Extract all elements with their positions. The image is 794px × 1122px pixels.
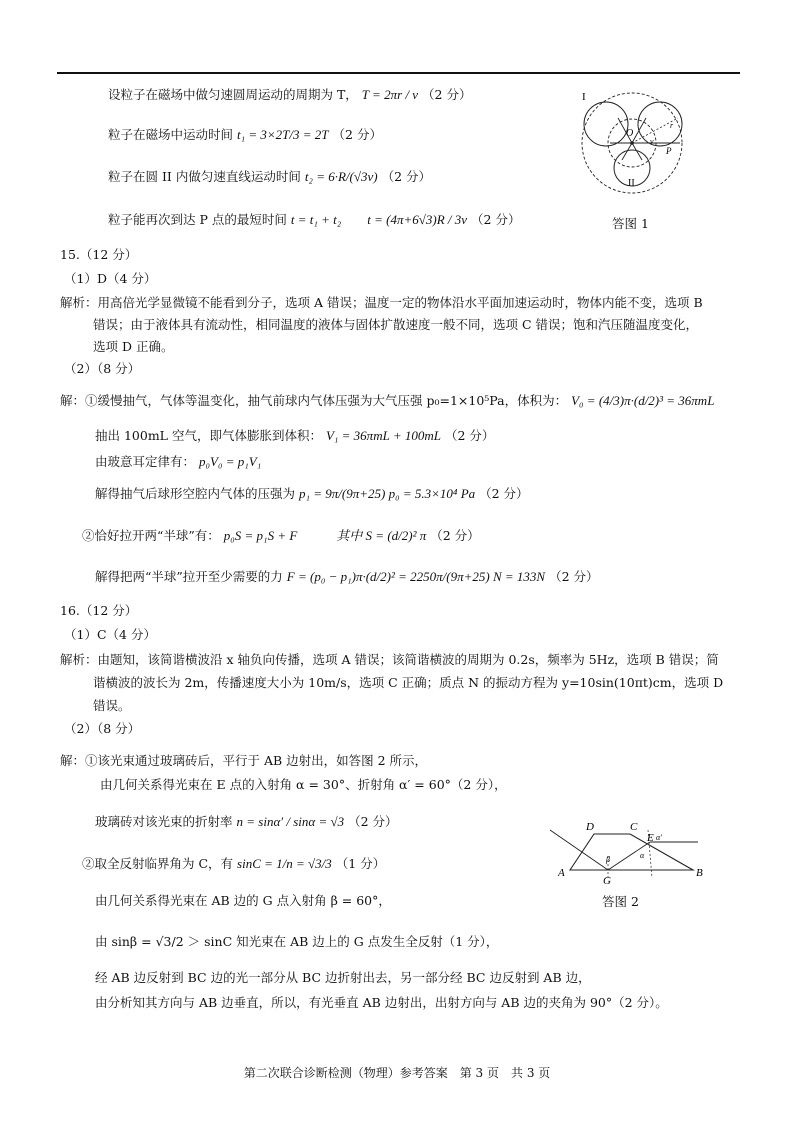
label-II: II xyxy=(628,178,635,189)
text-line: 选项 D 正确。 xyxy=(93,339,174,354)
text-line: 谐横波的波长为 2m，传播速度大小为 10m/s，选项 C 正确；质点 N 的振动方程为 y=10sin(10πt)cm，选项 D xyxy=(93,675,724,690)
text-line: （1）C（4 分） xyxy=(64,627,156,642)
text-line: 由几何关系得光束在 E 点的入射角 α = 30°、折射角 α′ = 60°（2 分）， xyxy=(100,777,507,792)
text-line: 解析：用高倍光学显微镜不能看到分子，选项 A 错误；温度一定的物体沿水平面加速运动时，物体内能不变，选项 B xyxy=(60,295,703,310)
path-line xyxy=(632,143,642,160)
label-alpha: α xyxy=(640,851,645,860)
text-line: ②恰好拉开两“半球”有： p₀S = p₁S + F 其中 S = (d/2)² π （2 分） xyxy=(82,528,480,543)
label-C: C xyxy=(630,821,638,833)
figure-2-caption: 答图 2 xyxy=(602,894,639,909)
text-line: 经 AB 边反射到 BC 边的光一部分从 BC 边折射出去，另一部分经 BC 边反射到 AB 边， xyxy=(95,970,591,985)
text-line: 由几何关系得光束在 AB 边的 G 点入射角 β = 60°， xyxy=(95,893,391,908)
label-O: O xyxy=(626,128,634,139)
text-line: 解得抽气后球形空腔内气体的压强为 p₁ = 9π/(9π+25) p₀ = 5.3×10⁴ Pa （2 分） xyxy=(95,486,529,501)
text-line: （1）D（4 分） xyxy=(64,271,157,286)
glass-prism xyxy=(570,834,693,870)
label-D: D xyxy=(586,821,594,833)
text-line: 解得把两“半球”拉开至少需要的力 F = (p₀ − p₁)π·(d/2)² = 2250π/(9π+25) N = 133N （2 分） xyxy=(95,569,599,584)
label-r: r xyxy=(670,121,674,130)
label-E: E xyxy=(647,832,654,844)
figure-1-caption: 答图 1 xyxy=(612,216,649,231)
text-line: 粒子能再次到达 P 点的最短时间 t = t₁ + t₂ t = (4π+6√3)R / 3v （2 分） xyxy=(108,212,521,227)
text-line: 由玻意耳定律有： p₀V₀ = p₁V₁ xyxy=(95,454,262,469)
figure-1-diagram xyxy=(570,88,700,208)
label-alpha-prime: α′ xyxy=(656,833,662,842)
text-line: 解析：由题知，该简谐横波沿 x 轴负向传播，选项 A 错误；该简谐横波的周期为 0.2s，频率为 5Hz，选项 B 错误；简 xyxy=(60,652,719,667)
text-line: 粒子在磁场中运动时间 t₁ = 3×2T/3 = 2T （2 分） xyxy=(108,127,382,142)
text-line: 错误；由于液体具有流动性，相同温度的液体与固体扩散速度一般不同，选项 C 错误；饱和汽压随温度变化， xyxy=(93,317,699,332)
label-P: P xyxy=(666,146,672,156)
header-rule xyxy=(57,72,740,74)
text-line: 玻璃砖对该光束的折射率 n = sinα′ / sinα = √3 （2 分） xyxy=(95,814,398,829)
text-line: （2）（8 分） xyxy=(64,721,141,736)
text-line: 粒子在圆 II 内做匀速直线运动时间 t₂ = 6·R/(√3v) （2 分） xyxy=(108,169,432,184)
text-line: 解：①缓慢抽气，气体等温变化，抽气前球内气体压强为大气压强 p₀=1×10⁵Pa，体积为： V₀ = (4/3)π·(d/2)³ = 36πmL xyxy=(60,393,715,408)
center-point xyxy=(630,141,634,145)
label-A: A xyxy=(558,867,565,879)
question-heading: 15.（12 分） xyxy=(60,247,138,262)
text-line: 由分析知其方向与 AB 边垂直，所以，有光垂直 AB 边射出，出射方向与 AB 边的夹角为 90°（2 分）。 xyxy=(95,995,668,1010)
label-v: v xyxy=(650,137,654,146)
text-line: 设粒子在磁场中做匀速圆周运动的周期为 T， T = 2πr / v （2 分） xyxy=(108,87,472,102)
text-line: ②取全反射临界角为 C，有 sinC = 1/n = √3/3 （1 分） xyxy=(82,856,386,871)
text-line: （2）（8 分） xyxy=(64,361,141,376)
label-beta: β xyxy=(606,855,610,864)
path-line xyxy=(622,143,632,160)
text-line: 错误。 xyxy=(93,698,131,713)
page-footer: 第二次联合诊断检测（物理）参考答案 第 3 页 共 3 页 xyxy=(243,1066,551,1080)
text-line: 抽出 100mL 空气，即气体膨胀到体积： V₁ = 36πmL + 100mL （2 分） xyxy=(95,428,495,443)
text-line: 解：①该光束通过玻璃砖后，平行于 AB 边射出，如答图 2 所示， xyxy=(60,753,428,768)
right-circle xyxy=(638,102,682,146)
label-G: G xyxy=(603,875,611,887)
label-B: B xyxy=(696,867,703,879)
question-heading: 16.（12 分） xyxy=(60,603,138,618)
text-line: 由 sinβ = √3/2 ＞ sinC 知光束在 AB 边上的 G 点发生全反射（1 分）， xyxy=(95,934,499,949)
incident-ray xyxy=(550,830,608,870)
label-I: I xyxy=(582,91,586,103)
figure-2-diagram xyxy=(548,818,718,890)
